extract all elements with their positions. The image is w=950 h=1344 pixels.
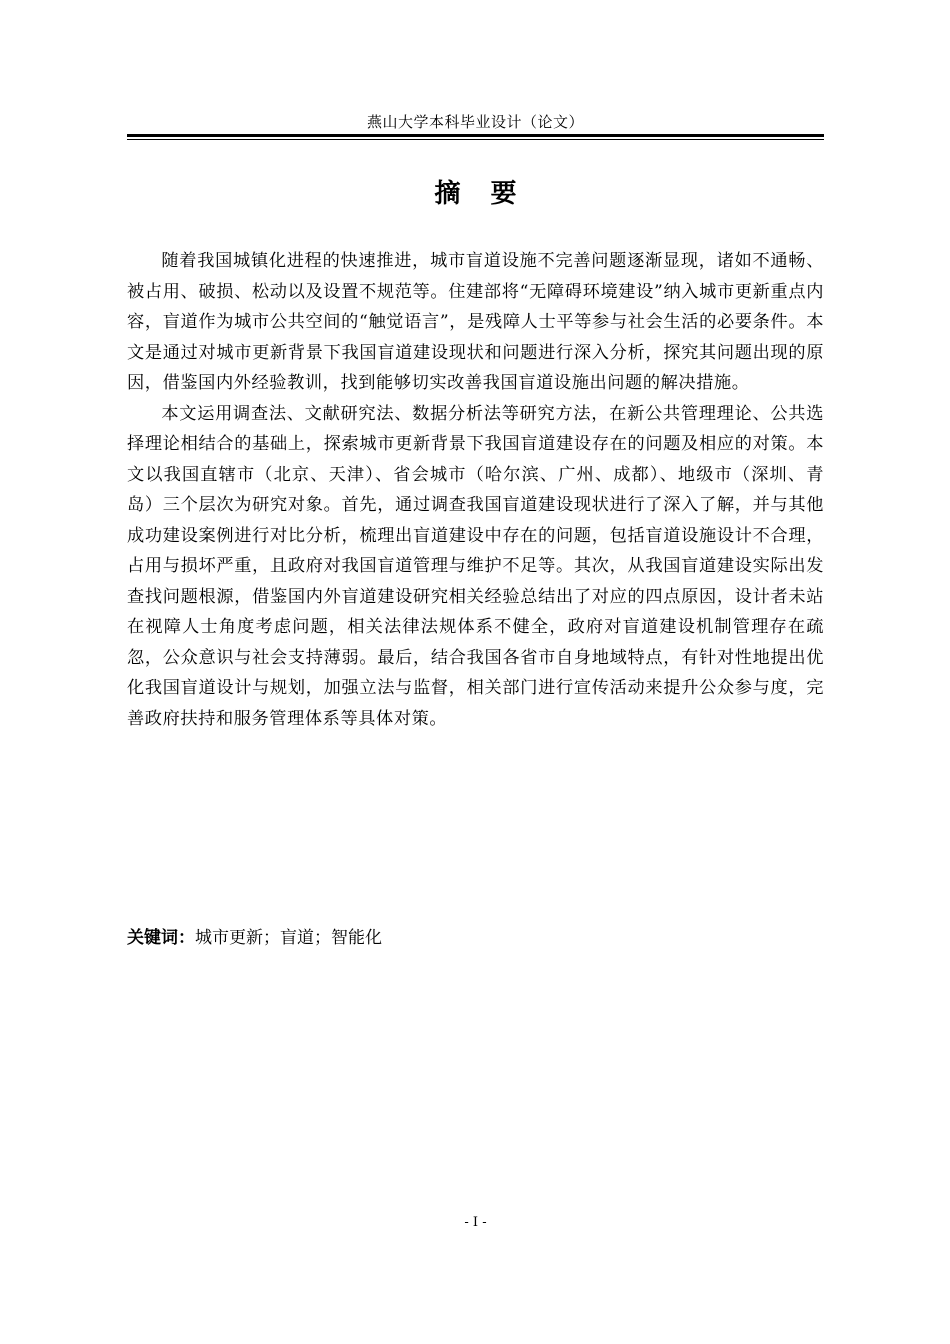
abstract-title: 摘要 (434, 179, 547, 209)
keywords-value: 城市更新；盲道；智能化 (195, 928, 382, 948)
abstract-paragraph-1: 随着我国城镇化进程的快速推进，城市盲道设施不完善问题逐渐显现，诸如不通畅、被占用、破损、松动以及设置不规范等。住建部将“无障碍环境建设”纳入城市更新重点内容，盲道作为城市公共空间的“触觉语言”，是残障人士平等参与社会生活的必要条件。本文是通过对城市更新背景下我国盲道建设现状和问题进行深入分析，探究其问题出现的原因，借鉴国内外经验教训，找到能够切实改善我国盲道设施出问题的解决措施。 (127, 251, 824, 393)
header-rule-thin (127, 139, 824, 140)
page-header-title: 燕山大学本科毕业设计（论文） (366, 113, 584, 131)
keywords-line (127, 923, 824, 953)
keywords-label: 关键词： (127, 928, 195, 948)
header-rule-thick (127, 134, 824, 137)
page-number: - I - (464, 1215, 487, 1230)
abstract-paragraph-2: 本文运用调查法、文献研究法、数据分析法等研究方法，在新公共管理理论、公共选择理论相结合的基础上，探索城市更新背景下我国盲道建设存在的问题及相应的对策。本文以我国直辖市（北京、天津）、省会城市（哈尔滨、广州、成都）、地级市（深圳、青岛）三个层次为研究对象。首先，通过调查我国盲道建设现状进行了深入了解，并与其他成功建设案例进行对比分析，梳理出盲道建设中存在的问题，包括盲道设施设计不合理，占用与损坏严重，且政府对我国盲道管理与维护不足等。其次，从我国盲道建设实际出发查找问题根源，借鉴国内外盲道建设研究相关经验总结出了对应的四点原因，设计者未站在视障人士角度考虑问题，相关法律法规体系不健全，政府对盲道建设机制管理存在疏忽，公众意识与社会支持薄弱。最后，结合我国各省市自身地域特点，有针对性地提出优化我国盲道设计与规划，加强立法与监督，相关部门进行宣传活动来提升公众参与度，完善政府扶持和服务管理体系等具体对策。 (127, 403, 824, 729)
abstract-body (127, 246, 824, 734)
